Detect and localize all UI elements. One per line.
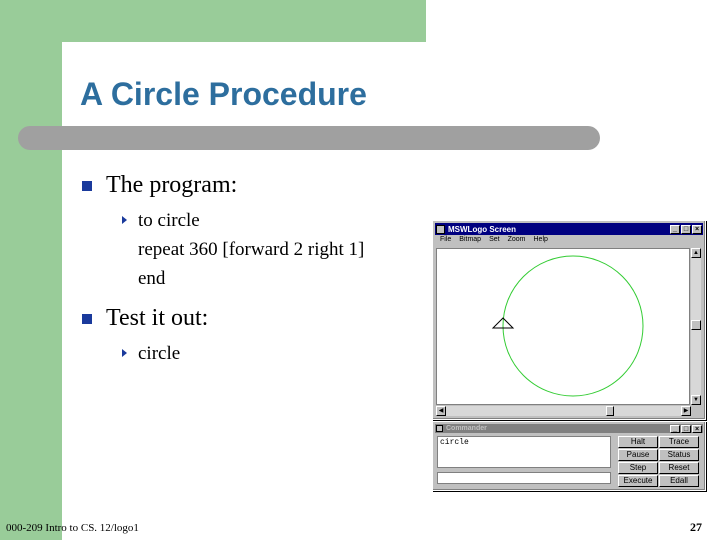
page-number: 27 [690, 520, 702, 534]
minimize-button[interactable]: _ [670, 425, 680, 433]
drawing-canvas[interactable] [436, 248, 690, 405]
command-history[interactable] [437, 436, 611, 468]
edall-button[interactable]: Edall [659, 475, 699, 487]
arrow-bullet-icon [122, 349, 127, 357]
maximize-button[interactable]: □ [681, 225, 691, 234]
scroll-up-arrow-icon[interactable]: ▲ [691, 248, 701, 258]
close-button[interactable]: × [692, 225, 702, 234]
slide-footer: 000-209 Intro to CS. 12/logo1 [6, 522, 139, 534]
menu-file[interactable]: File [440, 236, 452, 243]
menu-zoom[interactable]: Zoom [507, 236, 526, 243]
command-input[interactable] [437, 472, 611, 484]
trace-button[interactable]: Trace [659, 436, 699, 448]
window-titlebar[interactable] [435, 223, 703, 235]
test-command [138, 339, 180, 368]
menu-bitmap[interactable]: Bitmap [459, 236, 482, 243]
scroll-down-arrow-icon[interactable]: ▼ [691, 395, 701, 405]
code-line: circle [138, 343, 181, 364]
green-left-band [0, 0, 62, 540]
square-bullet-icon [82, 181, 92, 191]
app-icon [436, 225, 445, 234]
pause-button[interactable]: Pause [618, 449, 658, 461]
vertical-scrollbar[interactable] [691, 248, 701, 405]
step-button[interactable]: Step [618, 462, 658, 474]
window-titlebar[interactable] [435, 424, 703, 433]
bullet-label: The program: [106, 172, 238, 198]
code-line: to circle [138, 210, 200, 231]
menu-help[interactable]: Help [533, 236, 548, 243]
window-title: MSWLogo Screen [448, 224, 517, 234]
menu-set[interactable]: Set [489, 236, 500, 243]
scroll-thumb[interactable] [606, 406, 614, 416]
mswlogo-screen-window [432, 220, 706, 420]
slide-title: A Circle Procedure [80, 76, 367, 112]
bullet-label: Test it out: [106, 305, 209, 331]
turtle-graphics [437, 249, 689, 404]
green-top-band [0, 0, 426, 42]
horizontal-scrollbar[interactable] [436, 406, 691, 416]
drawn-circle [503, 256, 643, 396]
code-line: repeat 360 [forward 2 right 1] [138, 239, 365, 260]
arrow-bullet-icon [122, 216, 127, 224]
status-button[interactable]: Status [659, 449, 699, 461]
scroll-left-arrow-icon[interactable]: ◀ [436, 406, 446, 416]
menu-bar [436, 236, 702, 247]
code-line: end [138, 268, 166, 289]
commander-window [432, 421, 706, 491]
scroll-thumb[interactable] [691, 320, 701, 330]
bullet-program [82, 172, 237, 199]
bullet-test [82, 305, 208, 332]
square-bullet-icon [82, 314, 92, 324]
halt-button[interactable]: Halt [618, 436, 658, 448]
maximize-button[interactable]: □ [681, 425, 691, 433]
execute-button[interactable]: Execute [618, 475, 658, 487]
window-title: Commander [446, 425, 487, 432]
close-button[interactable]: × [692, 425, 702, 433]
title-underline-bar [18, 126, 600, 150]
code-block [138, 206, 364, 293]
reset-button[interactable]: Reset [659, 462, 699, 474]
app-icon [436, 425, 443, 432]
scroll-right-arrow-icon[interactable]: ▶ [681, 406, 691, 416]
minimize-button[interactable]: _ [670, 225, 680, 234]
history-line: circle [440, 438, 469, 447]
